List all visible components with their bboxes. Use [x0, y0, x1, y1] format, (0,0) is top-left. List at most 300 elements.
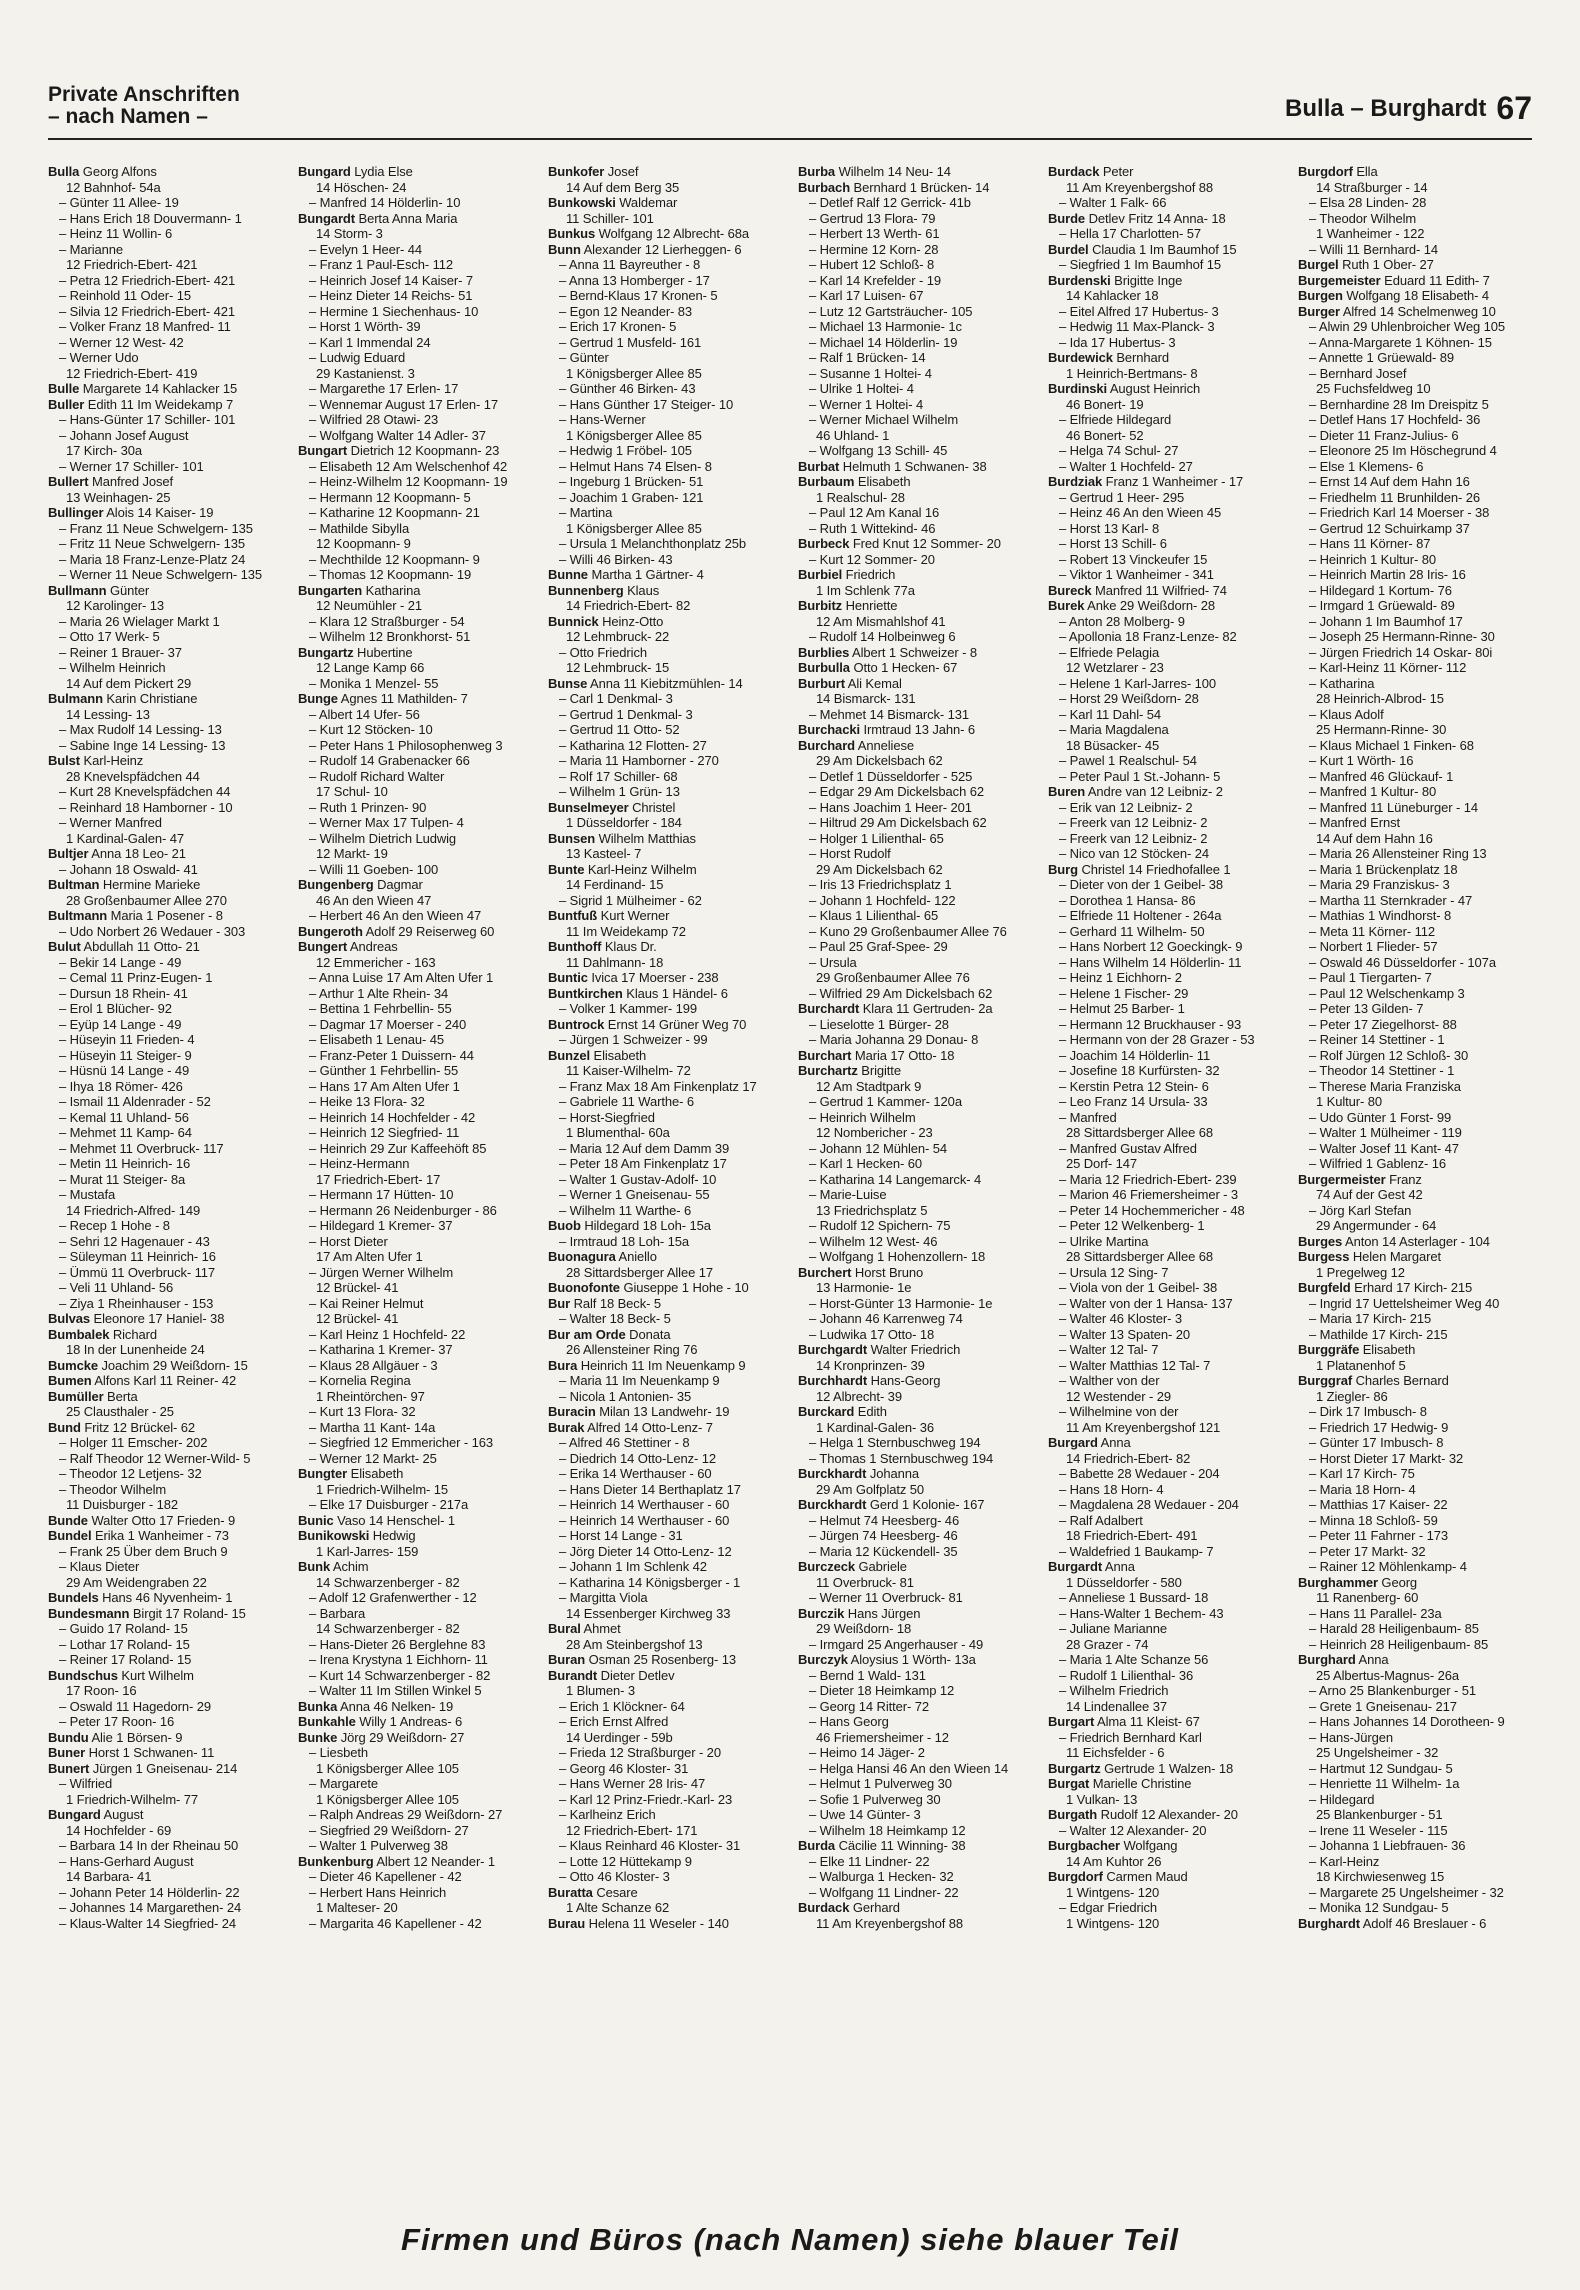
directory-entry: Bunde Walter Otto 17 Frieden- 9 [48, 1512, 236, 1528]
directory-entry: Burbaum Elisabeth [798, 474, 911, 489]
directory-subentry: – Wilfried 1 Gablenz- 16 [1309, 1156, 1447, 1171]
directory-subentry: – Horst 13 Karl- 8 [1059, 520, 1160, 536]
directory-subentry: – Hans-Dieter 26 Berglehne 83 [309, 1636, 486, 1652]
directory-subentry: – Helga 74 Schul- 27 [1059, 443, 1179, 458]
directory-subentry: – Wilfried [59, 1776, 113, 1791]
directory-subentry: – Ruth 1 Wittekind- 46 [809, 520, 936, 536]
directory-entry: Burgat Marielle Christine [1048, 1776, 1192, 1791]
directory-subentry: – Katharina 14 Königsberger - 1 [559, 1574, 741, 1590]
directory-subentry: – Werner 12 Markt- 25 [309, 1450, 437, 1466]
directory-subentry: – Kurt 28 Knevelspfädchen 44 [59, 784, 231, 799]
address-continuation: 1 Rheintörchen- 97 [316, 1388, 425, 1404]
directory-subentry: – Anna Luise 17 Am Alten Ufer 1 [309, 970, 494, 985]
directory-subentry: – Wilhelm 18 Heimkamp 12 [809, 1822, 966, 1838]
surname: Burda [798, 1838, 836, 1853]
directory-entry: Bumüller Berta [48, 1388, 138, 1404]
directory-subentry: – Albert 14 Ufer- 56 [309, 706, 420, 722]
directory-subentry: – Elisabeth 12 Am Welschenhof 42 [309, 458, 508, 474]
directory-entry: Bureck Manfred 11 Wilfried- 74 [1048, 582, 1227, 598]
directory-subentry: – Elke 17 Duisburger - 217a [309, 1497, 469, 1512]
surname: Burbat [798, 458, 840, 474]
address-continuation: 14 Friedrich-Alfred- 149 [66, 1202, 201, 1218]
directory-subentry: – Manfred 11 Lüneburger - 14 [1309, 799, 1478, 815]
directory-subentry: – Elfriede 11 Holtener - 264a [1059, 908, 1222, 923]
surname: Bumbalek [48, 1326, 110, 1342]
directory-subentry: – Rudolf 14 Holbeinweg 6 [809, 629, 956, 644]
directory-subentry: – Horst-Siegfried [559, 1109, 655, 1125]
surname: Bunkahle [298, 1714, 356, 1729]
directory-entry: Bural Ahmet [548, 1621, 621, 1636]
address-continuation: 14 Schwarzenberger - 82 [316, 1574, 460, 1590]
directory-subentry: – Cemal 11 Prinz-Eugen- 1 [59, 970, 213, 985]
directory-subentry: – Helmut 1 Pulverweg 30 [809, 1776, 952, 1791]
address-continuation: 28 Sittardsberger Allee 17 [566, 1264, 713, 1280]
surname: Bunic [298, 1512, 334, 1528]
directory-subentry: – Erich 1 Klöckner- 64 [559, 1698, 685, 1714]
surname: Bunnenberg [548, 582, 624, 598]
address-continuation: 1 Düsseldorfer - 184 [566, 815, 682, 830]
directory-subentry: – Veli 11 Uhland- 56 [59, 1280, 174, 1295]
directory-subentry: – Manfred 14 Hölderlin- 10 [309, 195, 461, 210]
directory-entry: Buntrock Ernst 14 Grüner Weg 70 [548, 1016, 747, 1032]
directory-subentry: – Guido 17 Roland- 15 [59, 1621, 188, 1636]
directory-subentry: – Theodor Wilhelm [1309, 210, 1417, 226]
directory-subentry: – Grete 1 Gneisenau- 217 [1309, 1698, 1457, 1714]
directory-subentry: – Adolf 12 Grafenwerther - 12 [309, 1590, 477, 1605]
directory-entry: Burchert Horst Bruno [798, 1264, 924, 1280]
directory-subentry: – Nico van 12 Stöcken- 24 [1059, 846, 1209, 861]
directory-subentry: – Katharine 12 Koopmann- 21 [309, 505, 480, 520]
surname: Bumüller [48, 1388, 104, 1404]
directory-entry: Bungter Elisabeth [298, 1466, 404, 1481]
address-continuation: 12 Lehmbruck- 15 [566, 660, 670, 675]
surname: Bungard [48, 1807, 101, 1822]
address-continuation: 17 Am Alten Ufer 1 [316, 1249, 423, 1264]
directory-subentry: – Norbert 1 Flieder- 57 [1309, 939, 1438, 954]
surname: Burandt [548, 1667, 598, 1683]
directory-subentry: – Werner 1 Gneisenau- 55 [559, 1187, 710, 1202]
directory-entry: Bungeroth Adolf 29 Reiserweg 60 [298, 923, 495, 939]
directory-subentry: – Ursula 12 Sing- 7 [1059, 1264, 1169, 1280]
directory-subentry: – Matthias 17 Kaiser- 22 [1309, 1497, 1448, 1512]
directory-subentry: – Klaus Dieter [59, 1559, 140, 1574]
directory-entry: Bunkahle Willy 1 Andreas- 6 [298, 1714, 463, 1729]
directory-subentry: – Friedrich Karl 14 Moerser - 38 [1309, 505, 1490, 520]
directory-subentry: – Werner 12 West- 42 [59, 334, 184, 350]
directory-entry: Bur Ralf 18 Beck- 5 [548, 1295, 661, 1311]
directory-entry: Bunsen Wilhelm Matthias [548, 830, 696, 846]
directory-subentry: – Heinrich 28 Heiligenbaum- 85 [1309, 1636, 1489, 1652]
address-continuation: 1 Alte Schanze 62 [566, 1900, 670, 1915]
directory-subentry: – Elfriede Hildegard [1059, 412, 1172, 427]
address-continuation: 1 Heinrich-Bertmans- 8 [1066, 365, 1198, 381]
directory-subentry: – Dieter 46 Kapellener - 42 [309, 1869, 462, 1884]
surname: Burckard [798, 1404, 855, 1419]
directory-entry: Bumbalek Richard [48, 1326, 157, 1342]
address-continuation: 14 Schwarzenberger - 82 [316, 1621, 460, 1636]
directory-subentry: – Hartmut 12 Sundgau- 5 [1309, 1760, 1453, 1776]
directory-subentry: – Hermann 17 Hütten- 10 [309, 1187, 454, 1202]
directory-subentry: – Walter 1 Hochfeld- 27 [1059, 458, 1193, 474]
directory-subentry: – Wilhelm 12 Bronkhorst- 51 [309, 629, 471, 644]
directory-subentry: – Günter [559, 350, 609, 365]
directory-subentry: – Ida 17 Hubertus- 3 [1059, 334, 1176, 350]
directory-entry: Burghard Anna [1298, 1652, 1389, 1667]
directory-subentry: – Hermann 12 Koopmann- 5 [309, 489, 471, 505]
name-range: Bulla – Burghardt [1285, 95, 1487, 122]
directory-subentry: – Alwin 29 Uhlenbroicher Weg 105 [1309, 319, 1506, 334]
directory-subentry: – Gertrud 1 Musfeld- 161 [559, 334, 702, 350]
address-continuation: 29 Am Dickelsbach 62 [816, 753, 943, 768]
directory-subentry: – Johann 18 Oswald- 41 [59, 861, 198, 877]
address-continuation: 1 Im Schlenk 77a [816, 582, 915, 598]
directory-column-3 [548, 164, 788, 1931]
directory-entry: Bungarten Katharina [298, 582, 421, 598]
directory-subentry: – Hans 11 Körner- 87 [1309, 536, 1431, 551]
surname: Buren [1048, 784, 1086, 799]
surname: Bunzel [548, 1047, 591, 1063]
address-continuation: 1 Platanenhof 5 [1316, 1357, 1406, 1373]
directory-entry: Burg Christel 14 Friedhofallee 1 [1048, 861, 1231, 877]
directory-subentry: – Thomas 1 Sternbuschweg 194 [809, 1450, 994, 1466]
directory-entry: Burbeck Fred Knut 12 Sommer- 20 [798, 536, 1001, 551]
directory-subentry: – Karl 17 Luisen- 67 [809, 288, 924, 303]
directory-entry: Burau Helena 11 Weseler - 140 [548, 1915, 729, 1931]
directory-entry: Burdack Peter [1048, 164, 1134, 179]
directory-subentry: – Ümmü 11 Overbruck- 117 [59, 1264, 216, 1280]
directory-subentry: – Joachim 14 Hölderlin- 11 [1059, 1047, 1211, 1063]
directory-entry: Bullmann Günter [48, 582, 150, 598]
directory-entry: Bultman Hermine Marieke [48, 877, 201, 892]
directory-subentry: – Mehmet 14 Bismarck- 131 [809, 706, 970, 722]
directory-entry: Buntic Ivica 17 Moerser - 238 [548, 970, 719, 985]
directory-subentry: – Egon 12 Neander- 83 [559, 303, 693, 319]
address-continuation: 1 Wintgens- 120 [1066, 1915, 1160, 1931]
directory-subentry: – Heinrich 12 Siegfried- 11 [309, 1125, 460, 1140]
directory-entry: Burdziak Franz 1 Wanheimer - 17 [1048, 474, 1244, 489]
directory-subentry: – Detlef Hans 17 Hochfeld- 36 [1309, 412, 1481, 427]
directory-entry: Burandt Dieter Detlev [548, 1667, 675, 1683]
directory-subentry: – Walter 1 Mülheimer - 119 [1309, 1125, 1462, 1140]
directory-entry: Bungard August [48, 1807, 144, 1822]
directory-entry: Bund Fritz 12 Brückel- 62 [48, 1419, 196, 1435]
surname: Bunne [548, 567, 588, 582]
surname: Burek [1048, 598, 1085, 613]
directory-subentry: – Werner 11 Neue Schwelgern- 135 [59, 567, 262, 582]
directory-entry: Bulut Abdullah 11 Otto- 21 [48, 939, 200, 954]
directory-subentry: – Karl 11 Dahl- 54 [1059, 706, 1162, 722]
directory-subentry: – Friedrich 17 Hedwig- 9 [1309, 1419, 1449, 1435]
address-continuation: 29 Am Weidengraben 22 [66, 1574, 207, 1590]
directory-subentry: – Ernst 14 Auf dem Hahn 16 [1309, 474, 1470, 489]
directory-entry: Buonagura Aniello [548, 1249, 657, 1264]
address-continuation: 1 Realschul- 28 [816, 489, 905, 505]
directory-subentry: – Josefine 18 Kurfürsten- 32 [1059, 1063, 1220, 1078]
directory-subentry: – Willi 46 Birken- 43 [559, 551, 673, 567]
directory-subentry: – Wolfgang Walter 14 Adler- 37 [309, 427, 486, 443]
directory-subentry: – Edgar 29 Am Dickelsbach 62 [809, 784, 984, 799]
directory-entry: Bulvas Eleonore 17 Haniel- 38 [48, 1311, 225, 1326]
directory-subentry: – Horst Rudolf [809, 846, 891, 861]
directory-entry: Bunn Alexander 12 Lierheggen- 6 [548, 241, 742, 257]
directory-subentry: – Werner Max 17 Tulpen- 4 [309, 815, 464, 830]
address-continuation: 14 Essenberger Kirchweg 33 [566, 1605, 731, 1621]
address-continuation: 12 Bahnhof- 54a [66, 179, 161, 195]
address-continuation: 74 Auf der Gest 42 [1316, 1187, 1423, 1202]
surname: Burchart [798, 1047, 852, 1063]
directory-subentry: – Margitta Viola [559, 1590, 648, 1605]
directory-subentry: – Theodor 14 Stettiner - 1 [1309, 1063, 1455, 1078]
directory-subentry: – Hedwig 1 Fröbel- 105 [559, 443, 692, 458]
address-continuation: 14 Friedrich-Ebert- 82 [566, 598, 691, 613]
address-continuation: 28 Sittardsberger Allee 68 [1066, 1125, 1213, 1140]
directory-subentry: – Helene 1 Fischer- 29 [1059, 985, 1189, 1001]
surname: Bunkus [548, 226, 596, 241]
directory-subentry: – Peter 11 Fahrner - 173 [1309, 1528, 1448, 1543]
address-continuation: 11 Schiller- 101 [566, 210, 654, 226]
surname: Bultmann [48, 908, 108, 923]
directory-subentry: – Hans Johannes 14 Dorotheen- 9 [1309, 1714, 1505, 1729]
surname: Bundschus [48, 1667, 118, 1683]
address-continuation: 1 Düsseldorfer - 580 [1066, 1574, 1182, 1590]
surname: Buonofonte [548, 1280, 620, 1295]
directory-subentry: – Sigrid 1 Mülheimer - 62 [559, 892, 702, 908]
directory-subentry: – Siegfried 29 Weißdorn- 27 [309, 1822, 469, 1838]
directory-subentry: – Paul 25 Graf-Spee- 29 [809, 939, 948, 954]
address-continuation: 13 Harmonie- 1e [816, 1280, 912, 1295]
surname: Burgart [1048, 1714, 1095, 1729]
directory-entry: Burchartz Brigitte [798, 1063, 901, 1078]
directory-entry: Bunkenburg Albert 12 Neander- 1 [298, 1853, 496, 1869]
directory-subentry: – Bernd-Klaus 17 Kronen- 5 [559, 288, 718, 303]
address-continuation: 25 Dorf- 147 [1066, 1156, 1138, 1171]
address-continuation: 14 Am Kuhtor 26 [1066, 1853, 1162, 1869]
address-continuation: 28 Sittardsberger Allee 68 [1066, 1249, 1213, 1264]
directory-subentry: – Paul 12 Am Kanal 16 [809, 505, 940, 520]
directory-subentry: – Kurt 14 Schwarzenberger - 82 [309, 1667, 491, 1683]
directory-subentry: – Meta 11 Körner- 112 [1309, 923, 1436, 939]
surname: Bullmann [48, 582, 107, 598]
address-continuation: 17 Kirch- 30a [66, 443, 143, 458]
directory-subentry: – Ralf Theodor 12 Werner-Wild- 5 [59, 1450, 251, 1466]
directory-subentry: – Rainer 12 Möhlenkamp- 4 [1309, 1559, 1467, 1574]
surname: Bulvas [48, 1311, 91, 1326]
directory-subentry: – Maria 12 Auf dem Damm 39 [559, 1140, 730, 1156]
directory-subentry: – Johann 46 Karrenweg 74 [809, 1311, 963, 1326]
surname: Burgess [1298, 1249, 1350, 1264]
directory-subentry: – Gertrud 13 Flora- 79 [809, 210, 936, 226]
surname: Burblies [798, 644, 850, 660]
directory-entry: Buller Edith 11 Im Weidekamp 7 [48, 396, 234, 412]
directory-subentry: – Maria 26 Wielager Markt 1 [59, 613, 220, 629]
directory-column-6 [1298, 164, 1538, 1931]
directory-entry: Buracin Milan 13 Landwehr- 19 [548, 1404, 730, 1419]
directory-entry: Burgardt Anna [1048, 1559, 1135, 1574]
surname: Burckhardt [798, 1466, 867, 1481]
surname: Burbitz [798, 598, 843, 613]
directory-subentry: – Klaus Reinhard 46 Kloster- 31 [559, 1838, 741, 1853]
directory-subentry: – Günther 1 Fehrbellin- 55 [309, 1063, 459, 1078]
directory-subentry: – Maria 18 Horn- 4 [1309, 1481, 1416, 1497]
directory-subentry: – Hans Norbert 12 Goeckingk- 9 [1059, 939, 1243, 954]
address-continuation: 1 Vulkan- 13 [1066, 1791, 1138, 1807]
directory-entry: Burgard Anna [1048, 1435, 1131, 1450]
directory-entry: Burbiel Friedrich [798, 567, 896, 582]
surname: Burdinski [1048, 381, 1108, 396]
surname: Bulle [48, 381, 80, 396]
directory-entry: Buratta Cesare [548, 1884, 638, 1900]
directory-entry: Buntkirchen Klaus 1 Händel- 6 [548, 985, 728, 1001]
directory-subentry: – Eyüp 14 Lange - 49 [59, 1016, 182, 1032]
directory-subentry: – Hans Werner 28 Iris- 47 [559, 1776, 706, 1791]
directory-entry: Burdel Claudia 1 Im Baumhof 15 [1048, 241, 1237, 257]
directory-subentry: – Walter Matthias 12 Tal- 7 [1059, 1357, 1211, 1373]
directory-entry: Burchart Maria 17 Otto- 18 [798, 1047, 955, 1063]
directory-subentry: – Willi 11 Goeben- 100 [309, 861, 439, 877]
directory-subentry: – Walter 46 Kloster- 3 [1059, 1311, 1183, 1326]
directory-subentry: – Walter Josef 11 Kant- 47 [1309, 1140, 1459, 1156]
section-title [48, 84, 240, 128]
directory-entry: Buonofonte Giuseppe 1 Hohe - 10 [548, 1280, 749, 1295]
directory-entry: Burgess Helen Margaret [1298, 1249, 1442, 1264]
address-continuation: 14 Ferdinand- 15 [566, 877, 664, 892]
directory-entry: Burchhardt Hans-Georg [798, 1373, 941, 1388]
directory-subentry: – Paul 1 Tiergarten- 7 [1309, 970, 1432, 985]
directory-subentry: – Hubert 12 Schloß- 8 [809, 257, 935, 272]
surname: Bunte [548, 861, 585, 877]
surname: Bultjer [48, 846, 89, 861]
address-continuation: 1 Königsberger Allee 85 [566, 520, 702, 536]
directory-entry: Bunnenberg Klaus [548, 582, 660, 598]
surname: Burgat [1048, 1776, 1090, 1791]
directory-subentry: – Volker Franz 18 Manfred- 11 [59, 319, 231, 334]
surname: Burdenski [1048, 272, 1111, 288]
directory-subentry: – Erich Ernst Alfred [559, 1714, 669, 1729]
directory-subentry: – Recep 1 Hohe - 8 [59, 1218, 170, 1233]
directory-subentry: – Klaus 1 Lilienthal- 65 [809, 908, 939, 923]
directory-entry: Burgart Alma 11 Kleist- 67 [1048, 1714, 1200, 1729]
directory-subentry: – Franz 11 Neue Schwelgern- 135 [59, 520, 253, 536]
address-continuation: 46 Uhland- 1 [816, 427, 890, 443]
directory-entry: Bura Heinrich 11 Im Neuenkamp 9 [548, 1357, 746, 1373]
address-continuation: 11 Im Weidekamp 72 [566, 923, 686, 939]
directory-entry: Bunte Karl-Heinz Wilhelm [548, 861, 697, 877]
directory-entry: Burchgardt Walter Friedrich [798, 1342, 961, 1357]
directory-subentry: – Joseph 25 Hermann-Rinne- 30 [1309, 629, 1495, 644]
directory-subentry: – Hermann von der 28 Grazer - 53 [1059, 1032, 1255, 1047]
directory-subentry: – Manfred Ernst [1309, 815, 1400, 830]
directory-subentry: – Gertrud 1 Denkmal- 3 [559, 706, 693, 722]
address-continuation: 1 Kultur- 80 [1316, 1094, 1383, 1109]
directory-entry: Bunselmeyer Christel [548, 799, 676, 815]
directory-subentry: – Heinrich 14 Werthauser - 60 [559, 1497, 730, 1512]
directory-subentry: – Robert 13 Vinckeufer 15 [1059, 551, 1208, 567]
directory-entry: Burgel Ruth 1 Ober- 27 [1298, 257, 1434, 272]
address-continuation: 1 Königsberger Allee 105 [316, 1791, 459, 1807]
directory-subentry: – Babette 28 Wedauer - 204 [1059, 1466, 1220, 1481]
directory-subentry: – Friedhelm 11 Brunhilden- 26 [1309, 489, 1481, 505]
address-continuation: 14 Hochfelder - 69 [66, 1822, 172, 1838]
address-continuation: 29 Angermunder - 64 [1316, 1218, 1437, 1233]
address-continuation: 11 Am Kreyenbergshof 121 [1066, 1419, 1221, 1435]
directory-subentry: – Wolfgang 1 Hohenzollern- 18 [809, 1249, 986, 1264]
directory-entry: Bungardt Berta Anna Maria [298, 210, 458, 226]
directory-subentry: – Siegfried 1 Im Baumhof 15 [1059, 257, 1222, 272]
directory-subentry: – Carl 1 Denkmal- 3 [559, 691, 673, 706]
directory-subentry: – Anna 11 Bayreuther - 8 [559, 257, 701, 272]
address-continuation: 18 In der Lunenheide 24 [66, 1342, 205, 1357]
directory-subentry: – Heinz-Hermann [309, 1156, 410, 1171]
directory-subentry: – Sehri 12 Hagenauer - 43 [59, 1233, 210, 1249]
directory-subentry: – Ulrike Martina [1059, 1233, 1149, 1249]
directory-subentry: – Maria 12 Kückendell- 35 [809, 1543, 958, 1559]
directory-subentry: – Walter von der 1 Hansa- 137 [1059, 1295, 1233, 1311]
directory-subentry: – Hiltrud 29 Am Dickelsbach 62 [809, 815, 987, 830]
directory-subentry: – Magdalena 28 Wedauer - 204 [1059, 1497, 1239, 1512]
directory-subentry: – Heinrich 14 Werthauser - 60 [559, 1512, 730, 1528]
directory-subentry: – Wilhelmine von der [1059, 1404, 1179, 1419]
directory-entry: Bunkus Wolfgang 12 Albrecht- 68a [548, 226, 750, 241]
directory-subentry: – Barbara [309, 1605, 366, 1621]
surname: Buner [48, 1745, 86, 1760]
directory-entry: Buner Horst 1 Schwanen- 11 [48, 1745, 215, 1760]
directory-subentry: – Wilfried 28 Otawi- 23 [309, 412, 439, 427]
address-continuation: 25 Clausthaler - 25 [66, 1404, 174, 1419]
directory-subentry: – Margarete [309, 1776, 378, 1791]
directory-subentry: – Monika 1 Menzel- 55 [309, 675, 439, 691]
directory-subentry: – Franz Max 18 Am Finkenplatz 17 [559, 1078, 757, 1094]
directory-subentry: – Georg 46 Kloster- 31 [559, 1760, 689, 1776]
directory-subentry: – Siegfried 12 Emmericher - 163 [309, 1435, 494, 1450]
directory-subentry: – Rolf Jürgen 12 Schloß- 30 [1309, 1047, 1469, 1063]
surname: Burggräfe [1298, 1342, 1360, 1357]
surname: Bungenberg [298, 877, 374, 892]
directory-subentry: – Kuno 29 Großenbaumer Allee 76 [809, 923, 1007, 939]
address-continuation: 1 Kardinal-Galen- 47 [66, 830, 184, 846]
section-title-line1: Private Anschriften [48, 83, 240, 106]
surname: Buob [548, 1218, 581, 1233]
directory-entry: Burghammer Georg [1298, 1574, 1418, 1590]
directory-entry: Bunert Jürgen 1 Gneisenau- 214 [48, 1760, 238, 1776]
surname: Bur am Orde [548, 1326, 626, 1342]
directory-subentry: – Horst 1 Wörth- 39 [309, 319, 421, 334]
surname: Burgemeister [1298, 272, 1381, 288]
directory-subentry: – Hüseyin 11 Frieden- 4 [59, 1032, 195, 1047]
directory-subentry: – Heinz Dieter 14 Reichs- 51 [309, 288, 473, 303]
directory-subentry: – Heinrich 1 Kultur- 80 [1309, 551, 1437, 567]
directory-entry: Bungartz Hubertine [298, 644, 413, 660]
directory-subentry: – Johannes 14 Margarethen- 24 [59, 1900, 242, 1915]
directory-subentry: – Maria Magdalena [1059, 722, 1169, 737]
directory-entry: Burak Alfred 14 Otto-Lenz- 7 [548, 1419, 713, 1435]
directory-subentry: – Werner 17 Schiller- 101 [59, 458, 204, 474]
directory-subentry: – Hans Dieter 14 Berthaplatz 17 [559, 1481, 741, 1497]
directory-subentry: – Udo Günter 1 Forst- 99 [1309, 1109, 1452, 1125]
address-continuation: 11 Eichsfelder - 6 [1066, 1745, 1165, 1760]
directory-subentry: – Jürgen 74 Heesberg- 46 [809, 1528, 958, 1543]
directory-subentry: – Walter 1 Pulverweg 38 [309, 1838, 448, 1853]
directory-column-4 [798, 164, 1038, 1931]
surname: Bur [548, 1295, 571, 1311]
directory-subentry: – Max Rudolf 14 Lessing- 13 [59, 722, 222, 737]
directory-subentry: – Elisabeth 1 Lenau- 45 [309, 1032, 445, 1047]
directory-subentry: – Klara 12 Straßburger - 54 [309, 613, 465, 629]
directory-subentry: – Ludwika 17 Otto- 18 [809, 1326, 935, 1342]
directory-subentry: – Maria 26 Allensteiner Ring 13 [1309, 846, 1487, 861]
address-continuation: 12 Markt- 19 [316, 846, 388, 861]
directory-subentry: – Walter 1 Gustav-Adolf- 10 [559, 1171, 717, 1187]
directory-subentry: – Erika 14 Werthauser - 60 [559, 1466, 712, 1481]
